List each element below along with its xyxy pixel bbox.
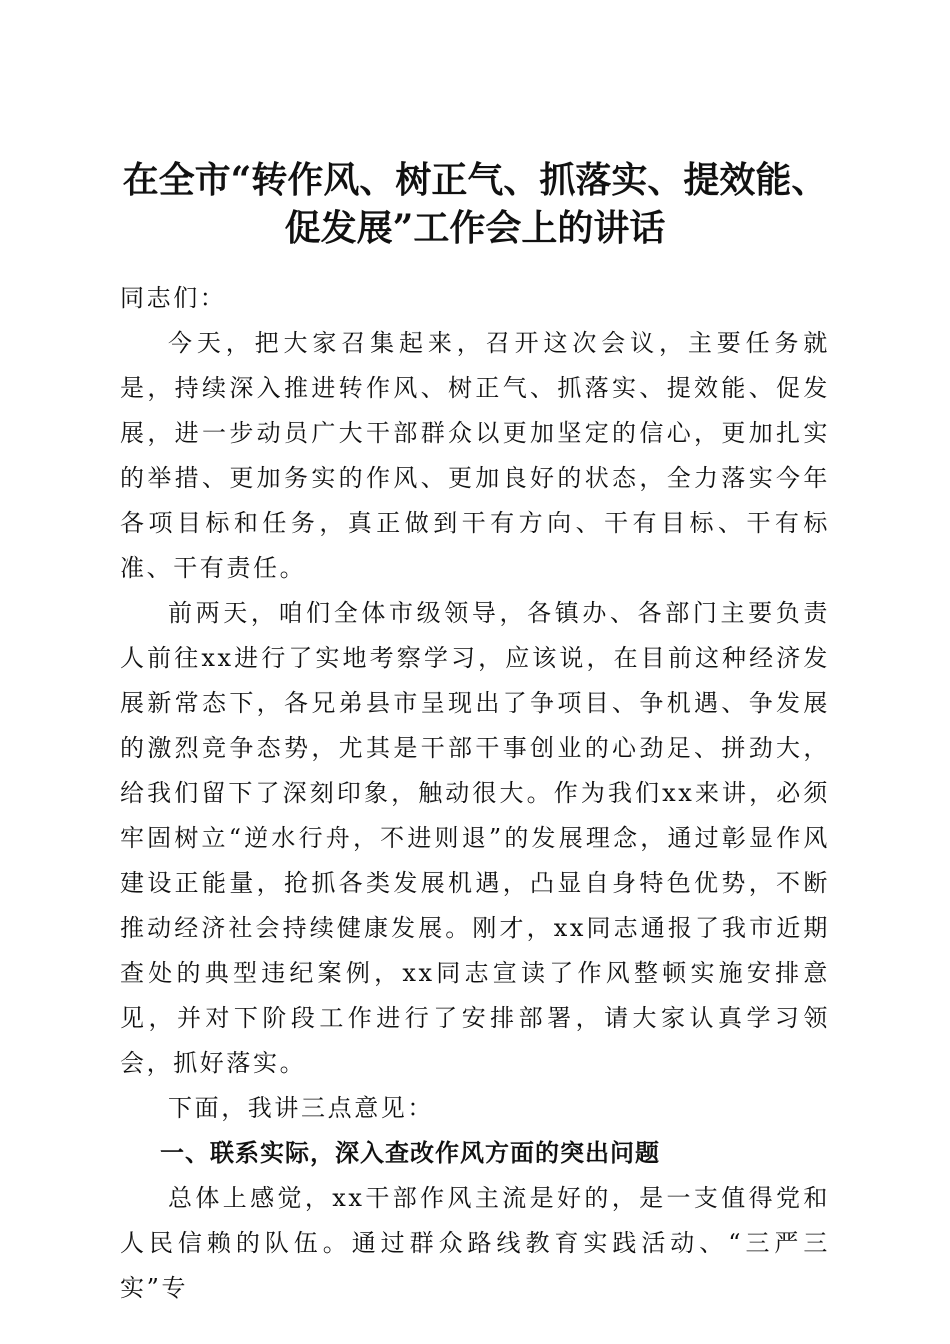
section-paragraph: 总体上感觉，xx干部作风主流是好的，是一支值得党和人民信赖的队伍。通过群众路线教育实践活动、“三严三实”专 — [120, 1184, 830, 1302]
title-line-2: 促发展”工作会上的讲话 — [284, 207, 666, 250]
paragraph-study-visit: 前两天，咱们全体市级领导，各镇办、各部门主要负责人前往xx进行了实地考察学习，应该说，在目前这种经济发展新常态下，各兄弟县市呈现出了争项目、争机遇、争发展的激烈竞争态势，尤其是干部干事创业的心劲足、拼劲大，给我们留下了深刻印象，触动很大。作为我们xx来讲，必须牢固树立“逆水行舟，不进则退”的发展理念，通过彰显作风建设正能量，抢抓各类发展机遇，凸显自身特色优势，不断推动经济社会持续健康发展。刚才，xx同志通报了我市近期查处的典型违纪案例，xx同志宣读了作风整顿实施安排意见，并对下阶段工作进行了安排部署，请大家认真学习领会，抓好落实。 — [120, 599, 830, 1077]
title-line-1: 在全市“转作风、树正气、抓落实、提效能、 — [122, 159, 828, 202]
document-body — [120, 276, 830, 1311]
paragraph-opening: 今天，把大家召集起来，召开这次会议，主要任务就是，持续深入推进转作风、树正气、抓落实、提效能、促发展，进一步动员广大干部群众以更加坚定的信心，更加扎实的举措、更加务实的作风、更加良好的状态，全力落实今年各项目标和任务，真正做到干有方向、干有目标、干有标准、干有责任。 — [120, 329, 830, 582]
paragraph-three-points: 下面，我讲三点意见： — [168, 1094, 434, 1122]
salutation: 同志们： — [120, 284, 227, 312]
document-title — [110, 156, 840, 252]
section-heading-1: 一、联系实际，深入查改作风方面的突出问题 — [160, 1139, 660, 1167]
